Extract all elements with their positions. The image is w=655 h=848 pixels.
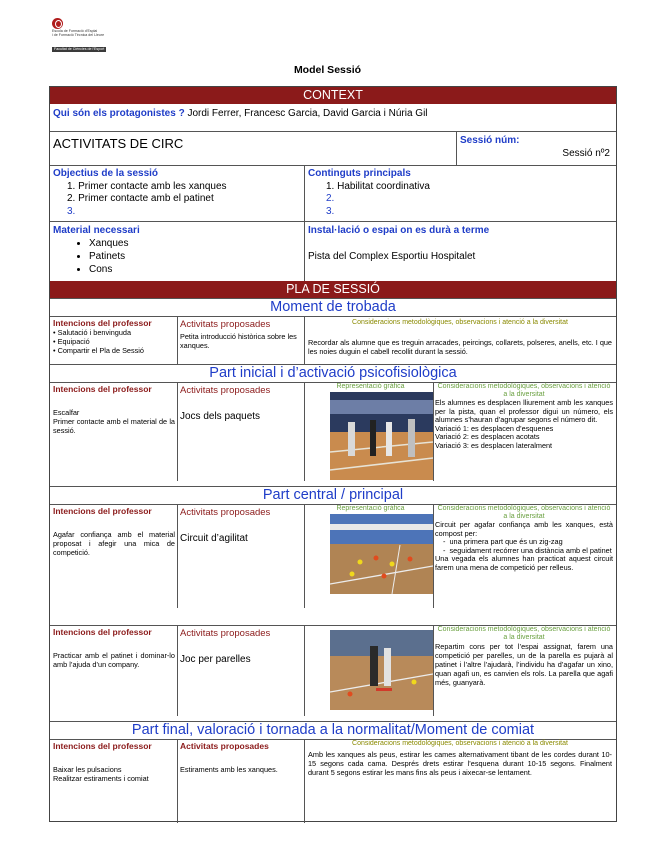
considerations-label: Consideracions metodològiques, observacions i atenció a la diversitat bbox=[437, 383, 611, 398]
intentions-label: Intencions del professor bbox=[53, 741, 152, 751]
space-cell bbox=[308, 224, 608, 263]
activities-label: Activitats proposades bbox=[180, 507, 271, 518]
intention-item: • Compartir el Pla de Sessió bbox=[53, 346, 144, 355]
divider bbox=[304, 222, 305, 281]
activity-row bbox=[50, 131, 616, 165]
divider bbox=[433, 626, 434, 716]
considerations-text: Recordar als alumne que es treguin arracades, peircings, collarets, polseres, anells, etc. I que les noies duguin el cabell recollit durant la sessió. bbox=[308, 338, 612, 356]
intentions-label: Intencions del professor bbox=[53, 627, 152, 637]
considerations-text: Repartim cons per tot l’espai assignat, farem una competició per parelles, un de la parella es pujarà al patinet i l’altre l’ajudarà, l’individu ha d’agafar un xino, quan agafi un, es canvien els rols. La parella que agafi més, guanyarà. bbox=[435, 642, 613, 687]
divider bbox=[304, 317, 305, 364]
graphic-cell bbox=[308, 505, 433, 513]
moment2-row bbox=[50, 382, 616, 481]
moment5-row bbox=[50, 739, 616, 823]
contents-label: Continguts principals bbox=[308, 168, 411, 179]
intentions-label: Intencions del professor bbox=[53, 318, 152, 328]
divider bbox=[177, 740, 178, 823]
material-item: • Cons bbox=[89, 263, 303, 276]
objective-item: 1. Primer contacte amb les xanques bbox=[67, 180, 227, 192]
activities-label: Activitats proposades bbox=[180, 741, 269, 751]
intentions-cell bbox=[53, 742, 175, 783]
divider bbox=[433, 383, 434, 481]
activities-cell bbox=[180, 507, 302, 544]
considerations-cell bbox=[308, 319, 612, 356]
considerations-text: Els alumnes es desplacen lliurement amb les xanques per la pista, quan el professor digui un número, els alumnes s’hauran d’agrupar segons el número dit. bbox=[435, 398, 613, 425]
considerations-label: Consideracions metodològiques, observacions i atenció a la diversitat bbox=[437, 505, 611, 520]
contents-cell bbox=[308, 168, 608, 218]
divider bbox=[456, 132, 457, 165]
intentions-cell bbox=[53, 628, 175, 669]
moment4-row bbox=[50, 625, 616, 716]
section-title: Part final, valoració i tornada a la normalitat/Moment de comiat bbox=[50, 721, 616, 739]
pairs-photo bbox=[330, 630, 433, 710]
objectives-label: Objectius de la sessió bbox=[53, 168, 159, 179]
graphic-cell bbox=[308, 383, 433, 391]
activities-cell bbox=[180, 385, 302, 422]
logo-line-2: i de Formació Tècnica del Lleure bbox=[52, 33, 105, 37]
activity-text: Jocs dels paquets bbox=[180, 411, 261, 422]
content-item: 1. Habilitat coordinativa bbox=[326, 180, 430, 192]
activities-label: Activitats proposades bbox=[180, 385, 271, 396]
intention-item: • Equipació bbox=[53, 337, 90, 346]
objective-item: 3. bbox=[67, 205, 76, 217]
activity-text: Estiraments amb les xanques. bbox=[180, 765, 278, 774]
variation-item: Variació 1: es desplacen d’esquenes bbox=[435, 423, 554, 433]
material-row bbox=[50, 221, 616, 281]
activity-text: Petita introducció històrica sobre les xanques. bbox=[180, 332, 297, 350]
activity-title: ACTIVITATS DE CIRC bbox=[53, 136, 184, 151]
considerations-text: Amb les xanques als peus, estirar les cames alternativament tibant de les cordes durant 10-15 segons cada cama. Després drets estirar l’esquena durant 10-15 segons. Finalment durant 5 segons estirar les mans fins als peus i aixecar-se lentament. bbox=[308, 750, 612, 777]
protagonists-label: Qui són els protagonistes ? bbox=[53, 108, 185, 119]
divider bbox=[304, 626, 305, 716]
session-label: Sessió núm: bbox=[460, 135, 520, 146]
divider bbox=[304, 740, 305, 823]
intentions-text: Agafar confiança amb el material proposat i afegir una mica de competició. bbox=[53, 530, 175, 557]
intentions-cell bbox=[53, 385, 175, 435]
considerations-item-text: seguidament recórrer una distància amb el patinet bbox=[449, 545, 612, 555]
content-item: 3. bbox=[326, 205, 335, 217]
divider bbox=[304, 383, 305, 481]
considerations-text: Una vegada els alumnes han practicat aquest circuit farem una mena de competició per relleus. bbox=[435, 554, 613, 572]
material-cell bbox=[53, 224, 303, 276]
intentions-text: Escalfar Primer contacte amb el material de la sessió. bbox=[53, 408, 175, 435]
divider bbox=[304, 166, 305, 221]
considerations-cell bbox=[435, 626, 613, 687]
divider bbox=[433, 505, 434, 608]
activities-cell bbox=[180, 742, 302, 774]
session-form bbox=[49, 86, 617, 822]
activities-label: Activitats proposades bbox=[180, 319, 271, 330]
section-title: Part inicial i d’activació psicofisiològica bbox=[50, 364, 616, 382]
material-label: Material necessari bbox=[53, 225, 140, 236]
protagonists-row bbox=[50, 104, 616, 124]
considerations-item-text: una primera part que és un zig-zag bbox=[449, 537, 563, 547]
protagonists-value: Jordi Ferrer, Francesc Garcia, David Garcia i Núria Gil bbox=[184, 108, 428, 119]
space-value: Pista del Complex Esportiu Hospitalet bbox=[308, 251, 476, 262]
activities-cell bbox=[180, 628, 302, 665]
divider bbox=[177, 317, 178, 364]
divider bbox=[177, 383, 178, 481]
divider bbox=[177, 626, 178, 716]
logo-line-3: Facultat de Ciències de l'Esport bbox=[54, 47, 105, 51]
circuit-photo bbox=[330, 514, 433, 594]
intentions-cell bbox=[53, 507, 175, 557]
gym-photo bbox=[330, 392, 433, 480]
objectives-cell bbox=[53, 168, 303, 218]
intentions-text: Baixar les pulsacions Realitzar estiraments i comiat bbox=[53, 765, 149, 783]
section-title: Moment de trobada bbox=[50, 298, 616, 316]
considerations-label: Consideracions metodològiques, observacions i atenció a la diversitat bbox=[352, 740, 568, 747]
moment1-row bbox=[50, 316, 616, 364]
logo-line-1: Escola de Formació d'Esplai bbox=[52, 29, 98, 33]
material-item: • Xanques bbox=[89, 237, 303, 250]
considerations-label: Consideracions metodològiques, observacions i atenció a la diversitat bbox=[437, 626, 611, 641]
intentions-cell bbox=[53, 319, 177, 355]
considerations-cell bbox=[435, 505, 613, 573]
logo-mark-icon bbox=[52, 18, 63, 29]
material-item: • Patinets bbox=[89, 250, 303, 263]
graphic-label: Representació gràfica bbox=[336, 505, 405, 512]
considerations-text: Circuit per agafar confiança amb les xanques, està compost per: bbox=[435, 520, 613, 538]
considerations-item: - seguidament recórrer una distància amb el patinet bbox=[443, 545, 612, 555]
content-item: 2. bbox=[326, 193, 335, 204]
activities-label: Activitats proposades bbox=[180, 628, 271, 639]
divider bbox=[177, 505, 178, 608]
plan-bar: PLA DE SESSIÓ bbox=[50, 281, 616, 298]
moment3-row bbox=[50, 504, 616, 608]
intentions-text: Practicar amb el patinet i dominar-lo amb l’ajuda d’un company. bbox=[53, 651, 175, 669]
considerations-item: - una primera part que és un zig-zag bbox=[443, 537, 563, 547]
intentions-label: Intencions del professor bbox=[53, 384, 152, 394]
context-bar: CONTEXT bbox=[50, 87, 616, 104]
activity-text: Circuit d’agilitat bbox=[180, 533, 248, 544]
divider bbox=[304, 505, 305, 608]
document-title: Model Sessió bbox=[293, 64, 362, 76]
activities-cell bbox=[180, 319, 302, 350]
objective-item: 2. Primer contacte amb el patinet bbox=[67, 193, 214, 204]
space-label: Instal·lació o espai on es durà a terme bbox=[308, 225, 490, 236]
considerations-cell bbox=[308, 740, 612, 777]
institution-logo bbox=[52, 18, 132, 55]
graphic-label: Representació gràfica bbox=[336, 383, 405, 390]
considerations-label: Consideracions metodològiques, observacions i atenció a la diversitat bbox=[352, 319, 568, 326]
variation-item: Variació 2: es desplacen acotats bbox=[435, 432, 540, 442]
section-title: Part central / principal bbox=[50, 486, 616, 504]
session-value: Sessió nº2 bbox=[562, 148, 610, 159]
objectives-row bbox=[50, 165, 616, 221]
activity-text: Joc per parelles bbox=[180, 654, 251, 665]
intention-item: • Salutació i benvinguda bbox=[53, 328, 132, 337]
variation-item: Variació 3: es desplacen lateralment bbox=[435, 440, 553, 450]
considerations-cell bbox=[435, 383, 613, 451]
intentions-label: Intencions del professor bbox=[53, 506, 152, 516]
